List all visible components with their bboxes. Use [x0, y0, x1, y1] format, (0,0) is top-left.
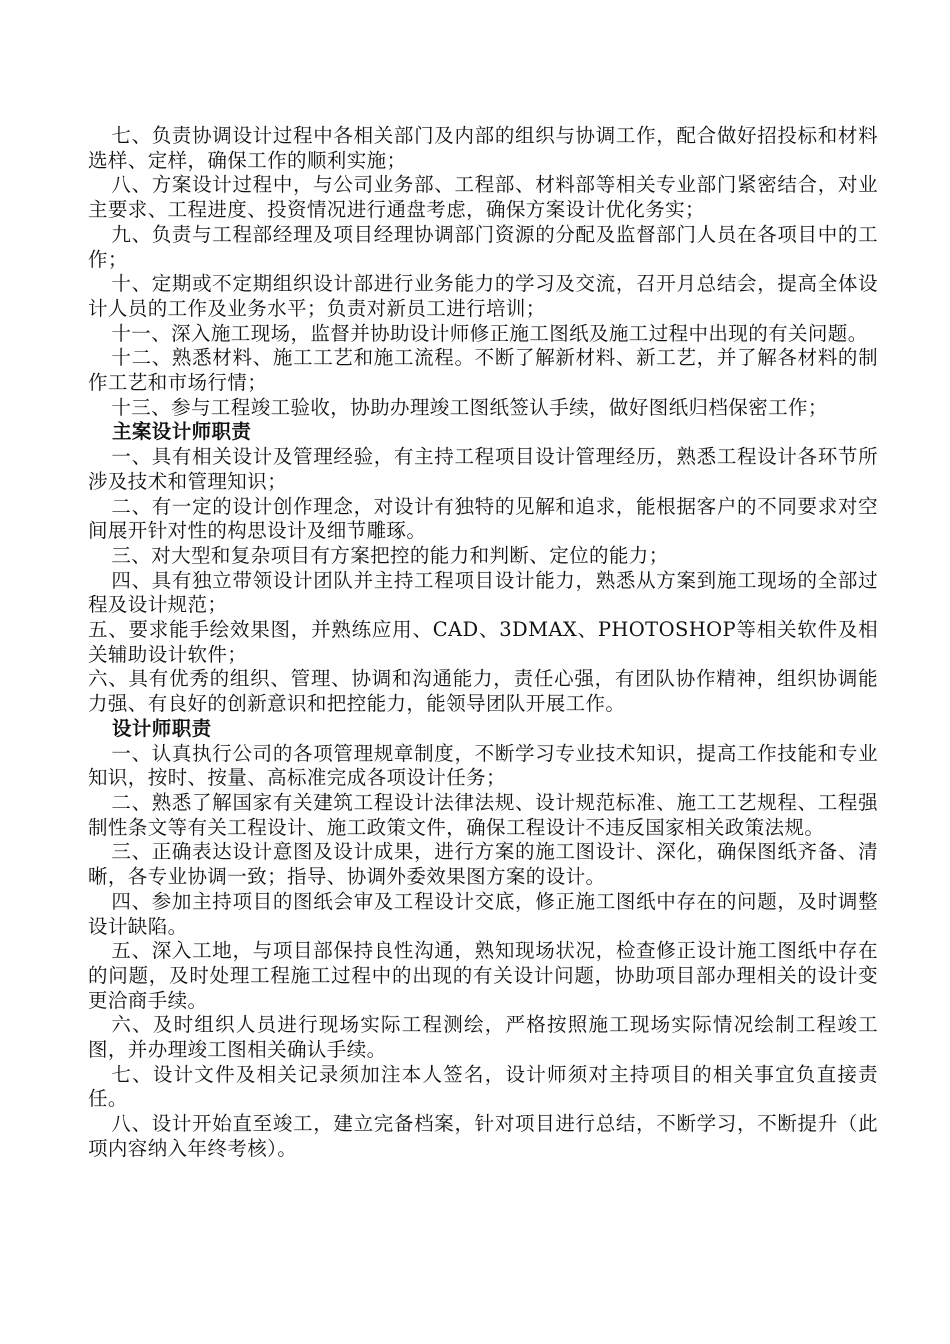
lead-designer-item-1: 一、具有相关设计及管理经验，有主持工程项目设计管理经历，熟悉工程设计各环节所涉及技术和管理知识；	[88, 445, 878, 493]
duty-item-12: 十二、熟悉材料、施工工艺和施工流程。不断了解新材料、新工艺，并了解各材料的制作工艺和市场行情；	[88, 346, 878, 395]
designer-item-1: 一、认真执行公司的各项管理规章制度，不断学习专业技术知识，提高工作技能和专业知识，按时、按量、高标准完成各项设计任务；	[88, 741, 878, 790]
section-heading-lead-designer: 主案设计师职责	[112, 420, 252, 444]
section-designer-duties	[88, 717, 878, 1162]
designer-item-2: 二、熟悉了解国家有关建筑工程设计法律法规、设计规范标准、施工工艺规程、工程强制性条文等有关工程设计、施工政策文件，确保工程设计不违反国家相关政策法规。	[88, 790, 878, 839]
section-heading-designer: 设计师职责	[112, 716, 212, 740]
designer-item-3: 三、正确表达设计意图及设计成果，进行方案的施工图设计、深化，确保图纸齐备、清晰，各专业协调一致；指导、协调外委效果图方案的设计。	[88, 840, 878, 889]
duty-item-11: 十一、深入施工现场，监督并协助设计师修正施工图纸及施工过程中出现的有关问题。	[111, 321, 868, 345]
lead-designer-item-5: 五、要求能手绘效果图，并熟练应用、CAD、3DMAX、PHOTOSHOP等相关软件及相关辅助设计软件；	[88, 618, 878, 666]
designer-item-6: 六、及时组织人员进行现场实际工程测绘，严格按照施工现场实际情况绘制工程竣工图，并办理竣工图相关确认手续。	[88, 1013, 878, 1062]
designer-item-8: 八、设计开始直至竣工，建立完备档案，针对项目进行总结，不断学习，不断提升（此项内容纳入年终考核）。	[88, 1112, 878, 1160]
duty-item-10: 十、定期或不定期组织设计部进行业务能力的学习及交流，召开月总结会，提高全体设计人员的工作及业务水平；负责对新员工进行培训；	[88, 272, 878, 320]
document-page	[88, 124, 878, 1162]
duty-item-7: 七、负责协调设计过程中各相关部门及内部的组织与协调工作，配合做好招投标和材料选样、定样，确保工作的顺利实施；	[88, 124, 878, 172]
designer-item-4: 四、参加主持项目的图纸会审及工程设计交底，修正施工图纸中存在的问题，及时调整设计缺陷。	[88, 889, 878, 938]
designer-item-7: 七、设计文件及相关记录须加注本人签名，设计师须对主持项目的相关事宜负直接责任。	[88, 1062, 878, 1111]
lead-designer-item-3: 三、对大型和复杂项目有方案把控的能力和判断、定位的能力；	[111, 543, 669, 567]
duty-item-8: 八、方案设计过程中，与公司业务部、工程部、材料部等相关专业部门紧密结合，对业主要求、工程进度、投资情况进行通盘考虑，确保方案设计优化务实；	[88, 173, 878, 222]
designer-item-5: 五、深入工地，与项目部保持良性沟通，熟知现场状况，检查修正设计施工图纸中存在的问题，及时处理工程施工过程中的出现的有关设计问题，协助项目部办理相关的设计变更洽商手续。	[88, 939, 878, 1012]
section-manager-duties	[88, 124, 878, 420]
lead-designer-item-4: 四、具有独立带领设计团队并主持工程项目设计能力，熟悉从方案到施工现场的全部过程及设计规范；	[88, 568, 878, 617]
duty-item-13: 十三、参与工程竣工验收，协助办理竣工图纸签认手续，做好图纸归档保密工作；	[111, 395, 828, 419]
lead-designer-item-6: 六、具有优秀的组织、管理、协调和沟通能力，责任心强，有团队协作精神，组织协调能力强、有良好的创新意识和把控能力，能领导团队开展工作。	[88, 667, 878, 716]
lead-designer-item-2: 二、有一定的设计创作理念，对设计有独特的见解和追求，能根据客户的不同要求对空间展开针对性的构思设计及细节雕琢。	[88, 494, 878, 543]
section-lead-designer-duties	[88, 420, 878, 716]
duty-item-9: 九、负责与工程部经理及项目经理协调部门资源的分配及监督部门人员在各项目中的工作；	[88, 222, 878, 271]
